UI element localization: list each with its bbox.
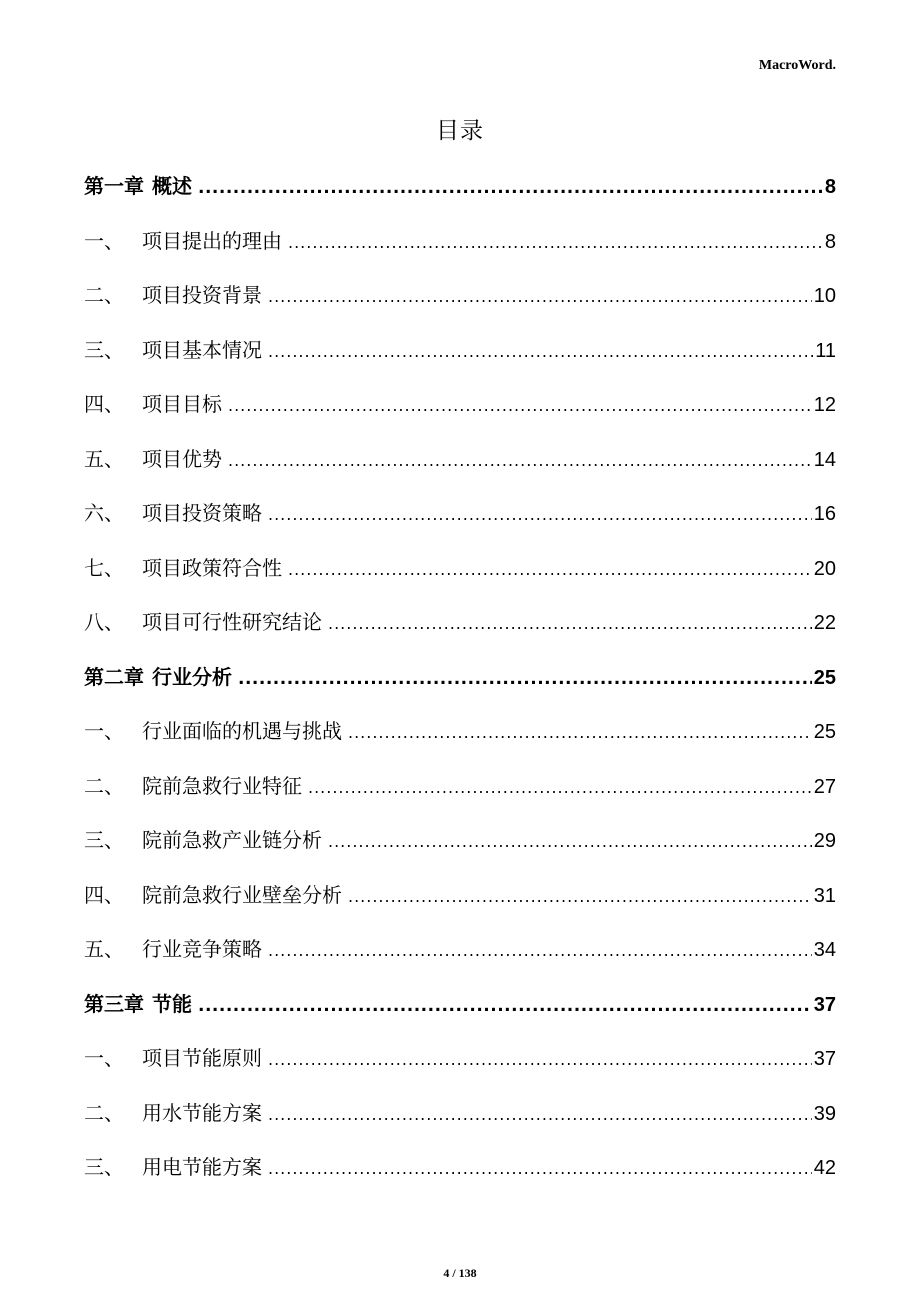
toc-entry-page-number: 12: [813, 394, 836, 416]
toc-entry-number: 六、: [84, 501, 124, 525]
toc-entry-number: 八、: [84, 610, 124, 634]
toc-entry-label: 行业竞争策略: [142, 937, 262, 961]
toc-entry-label: 项目基本情况: [142, 337, 262, 362]
toc-dot-leader: [268, 270, 812, 325]
toc-dot-leader: [268, 488, 812, 543]
toc-chapter-entry[interactable]: [84, 977, 836, 1032]
toc-entry-number: 一、: [84, 719, 124, 743]
toc-section-entry[interactable]: [84, 323, 836, 378]
toc-entry-page-number: 27: [813, 775, 836, 798]
toc-entry-label: 院前急救行业壁垒分析: [142, 882, 342, 907]
page-indicator: 4 / 138: [443, 1266, 477, 1280]
toc-dot-leader: [228, 379, 812, 434]
toc-entry-number: 三、: [84, 828, 124, 852]
toc-entry-number: 第二章: [84, 664, 144, 689]
toc-entry-page-number: 29: [813, 830, 836, 852]
toc-entry-page-number: 25: [813, 666, 836, 689]
toc-dot-leader: [348, 706, 812, 761]
toc-chapter-entry[interactable]: [84, 159, 836, 214]
toc-entry-number: 第三章: [84, 991, 144, 1016]
toc-entry-page-number: 11: [815, 339, 836, 362]
toc-entry-page-number: 20: [813, 557, 836, 580]
toc-entry-number: 第一章: [84, 174, 144, 198]
toc-entry-number: 三、: [84, 337, 124, 362]
toc-entry-number: 三、: [84, 1155, 124, 1179]
brand-header: MacroWord.: [758, 58, 836, 73]
toc-entry-number: 五、: [84, 446, 124, 471]
toc-entry-page-number: 31: [813, 884, 836, 907]
toc-title: 目录: [436, 118, 484, 144]
toc-dot-leader: [268, 1142, 812, 1197]
toc-dot-leader: [268, 325, 813, 380]
toc-entry-label: 行业分析: [152, 664, 232, 689]
toc-dot-leader: [228, 434, 812, 489]
toc-section-entry[interactable]: [84, 268, 836, 323]
toc-entry-label: 项目投资策略: [142, 501, 262, 525]
toc-entry-number: 一、: [84, 1046, 124, 1070]
toc-entry-number: 七、: [84, 555, 124, 580]
toc-entry-label: 用水节能方案: [142, 1100, 262, 1125]
toc-entry-label: 项目目标: [142, 392, 222, 416]
toc-entry-label: 项目投资背景: [142, 283, 262, 307]
toc-section-entry[interactable]: [84, 541, 836, 596]
toc-entry-label: 院前急救行业特征: [142, 773, 302, 798]
toc-entry-label: 节能: [152, 991, 192, 1016]
toc-entry-page-number: 37: [813, 993, 836, 1016]
toc-entry-number: 二、: [84, 773, 124, 798]
toc-section-entry[interactable]: [84, 922, 836, 977]
toc-entry-page-number: 25: [813, 721, 836, 743]
toc-section-entry[interactable]: [84, 704, 836, 759]
toc-dot-leader: [328, 597, 812, 652]
toc-section-entry[interactable]: [84, 214, 836, 269]
toc-entry-number: 一、: [84, 228, 124, 253]
toc-dot-leader: [268, 924, 812, 979]
toc-entry-page-number: 42: [813, 1157, 836, 1179]
toc-dot-leader: [288, 543, 812, 598]
toc-entry-label: 项目提出的理由: [142, 228, 282, 253]
toc-section-entry[interactable]: [84, 813, 836, 868]
toc-entry-number: 二、: [84, 283, 124, 307]
toc-section-entry[interactable]: [84, 759, 836, 814]
toc-entry-label: 项目优势: [142, 446, 222, 471]
toc-entry-page-number: 34: [813, 939, 836, 961]
toc-section-entry[interactable]: [84, 377, 836, 432]
toc-entry-label: 用电节能方案: [142, 1155, 262, 1179]
toc-section-entry[interactable]: [84, 868, 836, 923]
toc-entry-label: 项目可行性研究结论: [142, 610, 322, 634]
toc-entry-label: 行业面临的机遇与挑战: [142, 719, 342, 743]
toc-list: [84, 159, 836, 1195]
toc-section-entry[interactable]: [84, 595, 836, 650]
toc-entry-page-number: 16: [813, 503, 836, 525]
toc-entry-label: 项目节能原则: [142, 1046, 262, 1070]
toc-entry-number: 四、: [84, 392, 124, 416]
toc-dot-leader: [328, 815, 812, 870]
toc-dot-leader: [268, 1088, 812, 1143]
toc-section-entry[interactable]: [84, 1086, 836, 1141]
toc-entry-page-number: 39: [813, 1102, 836, 1125]
toc-dot-leader: [308, 761, 812, 816]
toc-section-entry[interactable]: [84, 486, 836, 541]
toc-entry-label: 项目政策符合性: [142, 555, 282, 580]
toc-dot-leader: [268, 1033, 812, 1088]
toc-section-entry[interactable]: [84, 1140, 836, 1195]
toc-entry-label: 院前急救产业链分析: [142, 828, 322, 852]
toc-dot-leader: [288, 216, 823, 271]
toc-entry-page-number: 8: [824, 230, 836, 253]
toc-dot-leader: [348, 870, 812, 925]
toc-entry-page-number: 14: [813, 448, 836, 471]
toc-entry-page-number: 37: [813, 1048, 836, 1070]
toc-chapter-entry[interactable]: [84, 650, 836, 705]
toc-dot-leader: [198, 161, 823, 216]
toc-section-entry[interactable]: [84, 1031, 836, 1086]
toc-entry-label: 概述: [152, 174, 192, 198]
toc-entry-number: 二、: [84, 1100, 124, 1125]
toc-entry-page-number: 22: [813, 612, 836, 634]
toc-entry-page-number: 10: [813, 285, 836, 307]
toc-entry-number: 四、: [84, 882, 124, 907]
toc-entry-number: 五、: [84, 937, 124, 961]
toc-dot-leader: [198, 979, 812, 1034]
toc-dot-leader: [238, 652, 812, 707]
toc-section-entry[interactable]: [84, 432, 836, 487]
toc-entry-page-number: 8: [824, 176, 836, 198]
